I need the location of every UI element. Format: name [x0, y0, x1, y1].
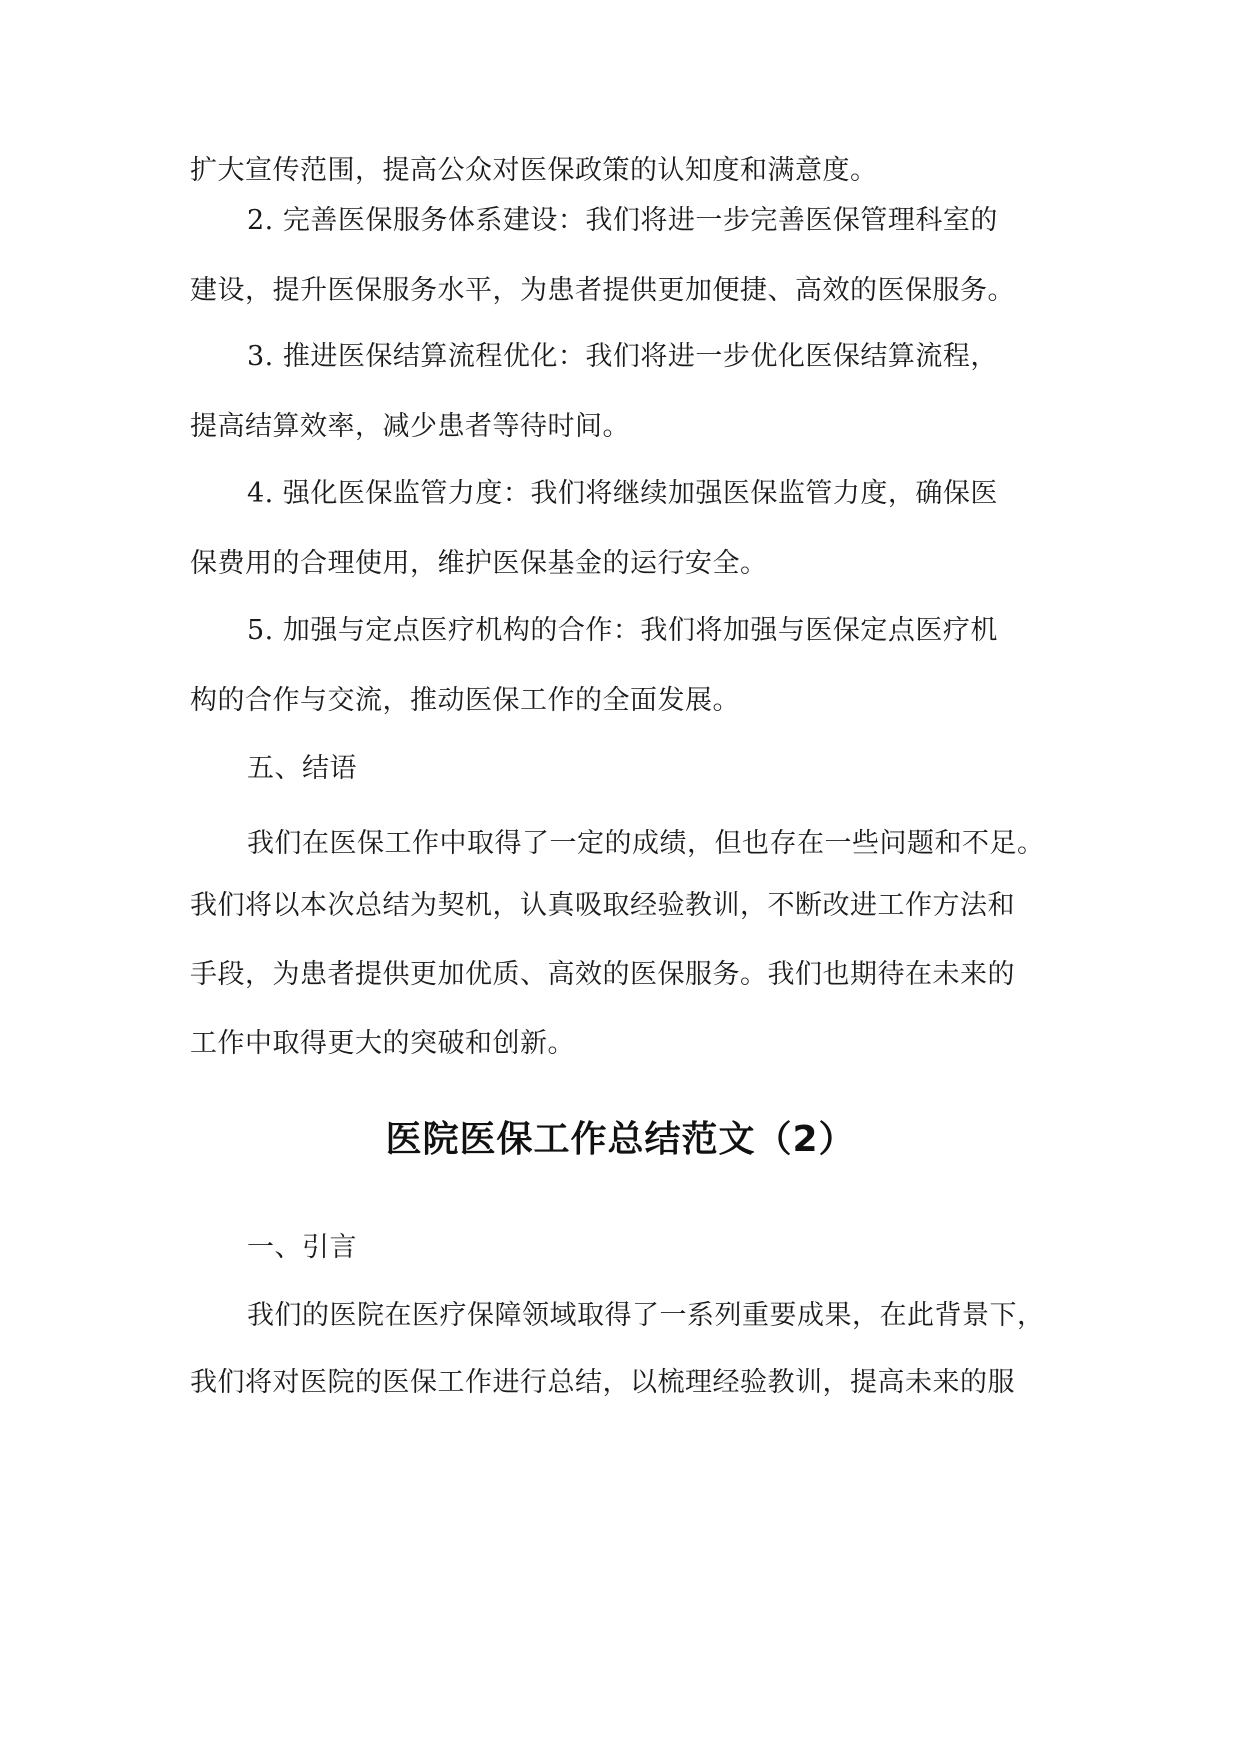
- list-item-line: 2. 完善医保服务体系建设：我们将进一步完善医保管理科室的: [247, 205, 998, 236]
- paragraph-line: 扩大宣传范围，提高公众对医保政策的认知度和满意度。: [190, 155, 878, 186]
- paragraph-line: 构的合作与交流，推动医保工作的全面发展。: [190, 685, 740, 716]
- section-heading: 五、结语: [247, 753, 357, 784]
- paragraph-line: 我们将以本次总结为契机，认真吸取经验教训，不断改进工作方法和: [190, 890, 1015, 921]
- list-item-line: 5. 加强与定点医疗机构的合作：我们将加强与医保定点医疗机: [247, 615, 998, 646]
- paragraph-line: 保费用的合理使用，维护医保基金的运行安全。: [190, 548, 768, 579]
- document-title: 医院医保工作总结范文（2）: [385, 1119, 856, 1160]
- paragraph-line: 工作中取得更大的突破和创新。: [190, 1028, 575, 1059]
- paragraph-line: 我们将对医院的医保工作进行总结，以梳理经验教训，提高未来的服: [190, 1367, 1015, 1398]
- paragraph-line: 手段，为患者提供更加优质、高效的医保服务。我们也期待在未来的: [190, 959, 1015, 990]
- paragraph-line: 我们的医院在医疗保障领域取得了一系列重要成果，在此背景下，: [247, 1300, 1045, 1331]
- paragraph-line: 我们在医保工作中取得了一定的成绩，但也存在一些问题和不足。: [247, 828, 1045, 859]
- list-item-line: 3. 推进医保结算流程优化：我们将进一步优化医保结算流程，: [247, 341, 998, 372]
- paragraph-line: 提高结算效率，减少患者等待时间。: [190, 411, 630, 442]
- paragraph-line: 建设，提升医保服务水平，为患者提供更加便捷、高效的医保服务。: [190, 275, 1015, 306]
- list-item-line: 4. 强化医保监管力度：我们将继续加强医保监管力度，确保医: [247, 478, 998, 509]
- section-heading: 一、引言: [247, 1232, 357, 1263]
